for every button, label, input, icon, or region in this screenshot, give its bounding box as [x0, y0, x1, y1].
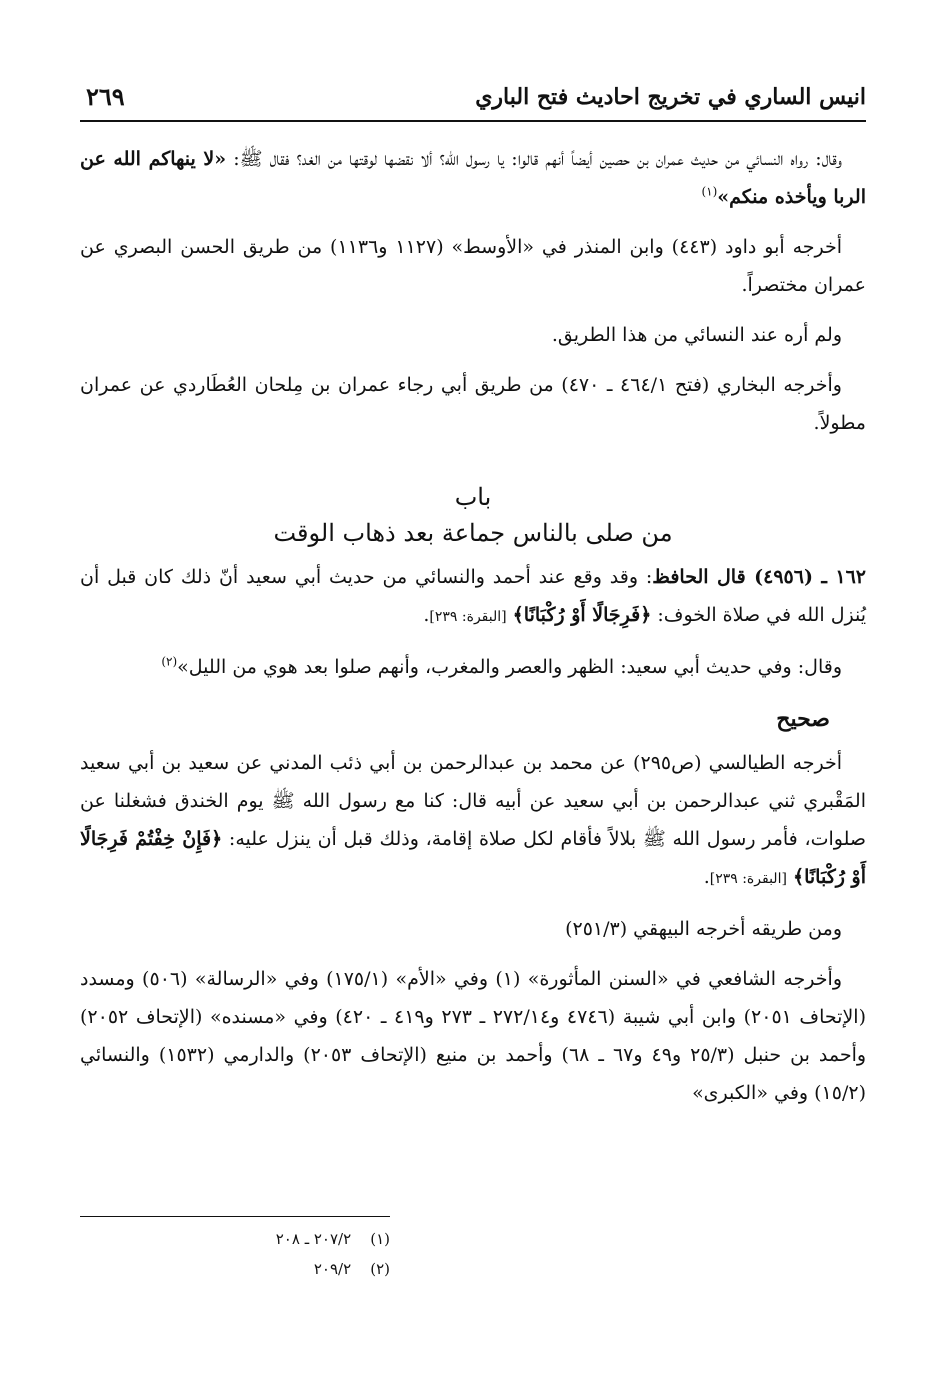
book-page	[80, 78, 866, 1368]
paragraph-nasai-narration: وقال: رواه النسائي من حديث عمران بن حصين أيضاً أنهم قالوا: يا رسول الله؟ ألا نقضها لوقتها من الغد؟ فقال ﷺ: «لا ينهاكم الله عن الربا ويأخذه منكم»$^{(١)}$	[80, 148, 866, 208]
hadith-grade: صحيح	[776, 706, 830, 732]
footnote-ref-2: (٢)	[161, 654, 178, 669]
footnote-ref-1: (١)	[701, 184, 718, 199]
quran-verse: ﴿فَرِجَالًا أَوْ رُكْبَانًا﴾	[512, 604, 652, 626]
book-title: انيس الساري في تخريج احاديث فتح الباري	[475, 84, 866, 110]
verse-reference-2: [البقرة: ٢٣٩]	[709, 871, 787, 887]
paragraph-shafii: وأخرجه الشافعي في «السنن المأثورة» (١) وفي «الأم» (١٧٥/١) وفي «الرسالة» (٥٠٦) ومسدد (الإتحاف ٢٠٥١) وابن أبي شيبة (٤٧٤٦ و٢٧٢/١٤ ـ ٢٧٣ و٤١٩ ـ ٤٢٠) وفي «مسنده» (الإتحاف ٢٠٥٢) وأحمد بن حنبل (٢٥/٣ و٤٩ و٦٧ ـ ٦٨) وأحمد بن منيع (الإتحاف ٢٠٥٣) والدارمي (١٥٣٢) والنسائي (١٥/٢) وفي «الكبرى»	[80, 968, 867, 1104]
footnote-marker: (١)	[370, 1230, 390, 1248]
chapter-label: باب	[454, 483, 492, 511]
paragraph-not-seen: ولم أره عند النسائي من هذا الطريق.	[551, 324, 842, 346]
footnote-text: ٢٠٩/٢	[313, 1260, 352, 1278]
running-header	[80, 78, 866, 122]
page-number: ٢٦٩	[86, 82, 125, 111]
paragraph-tayalisi: أخرجه الطيالسي (ص٢٩٥) عن محمد بن عبدالرحمن بن أبي ذئب المدني عن سعيد بن أبي سعيد المَقْبري ثني عبدالرحمن بن أبي سعيد عن أبيه قال: كنا مع رسول الله ﷺ يوم الخندق فشغلنا عن صلوات، فأمر رسول الله ﷺ بلالاً فأقام لكل صلاة إقامة، وذلك قبل أن ينزل عليه: ﴿فَإِنْ خِفْتُمْ فَرِجَالًا أَوْ رُكْبَانًا﴾ [البقرة: ٢٣٩].	[80, 752, 866, 888]
footnote-marker: (٢)	[370, 1260, 390, 1278]
chapter-title: من صلى بالناس جماعة بعد ذهاب الوقت	[273, 519, 673, 547]
footnote-text: ٢٠٧/٢ ـ ٢٠٨	[275, 1230, 352, 1248]
chapter-heading	[80, 480, 866, 552]
verse-reference: [البقرة: ٢٣٩]	[429, 609, 507, 625]
footnotes	[80, 1224, 390, 1284]
footnote-2	[80, 1254, 390, 1284]
hadith-quote: «لا ينهاكم الله عن الربا ويأخذه منكم»	[80, 148, 866, 208]
footnote-1	[80, 1224, 390, 1254]
page-body	[80, 140, 866, 1124]
paragraph-bayhaqi: ومن طريقه أخرجه البيهقي (٢٥١/٣)	[565, 918, 842, 940]
paragraph-bukhari: وأخرجه البخاري (فتح ٤٦٤/١ ـ ٤٧٠) من طريق أبي رجاء عمران بن مِلحان العُطَاردي عن عمران مطولاً.	[80, 374, 866, 434]
paragraph-abu-said: وقال: وفي حديث أبي سعيد: الظهر والعصر والمغرب، وأنهم صلوا بعد هوي من الليل»$^{(٢)}$	[161, 654, 842, 678]
footnote-divider	[80, 1216, 390, 1217]
quran-verse-full: ﴿فَإِنْ خِفْتُمْ فَرِجَالًا أَوْ رُكْبَانًا﴾	[80, 828, 866, 888]
hadith-number: ١٦٢ ـ (٤٩٥٦) قال الحافظ	[652, 566, 867, 588]
hadith-entry: ١٦٢ ـ (٤٩٥٦) قال الحافظ: وقد وقع عند أحمد والنسائي من حديث أبي سعيد أنّ ذلك كان قبل أن يُنزل الله في صلاة الخوف: ﴿فَرِجَالًا أَوْ رُكْبَانًا﴾ [البقرة: ٢٣٩].	[80, 566, 867, 626]
paragraph-abu-dawud: أخرجه أبو داود (٤٤٣) وابن المنذر في «الأوسط» (١١٢٧ و١١٣٦) من طريق الحسن البصري عن عمران مختصراً.	[80, 236, 866, 296]
